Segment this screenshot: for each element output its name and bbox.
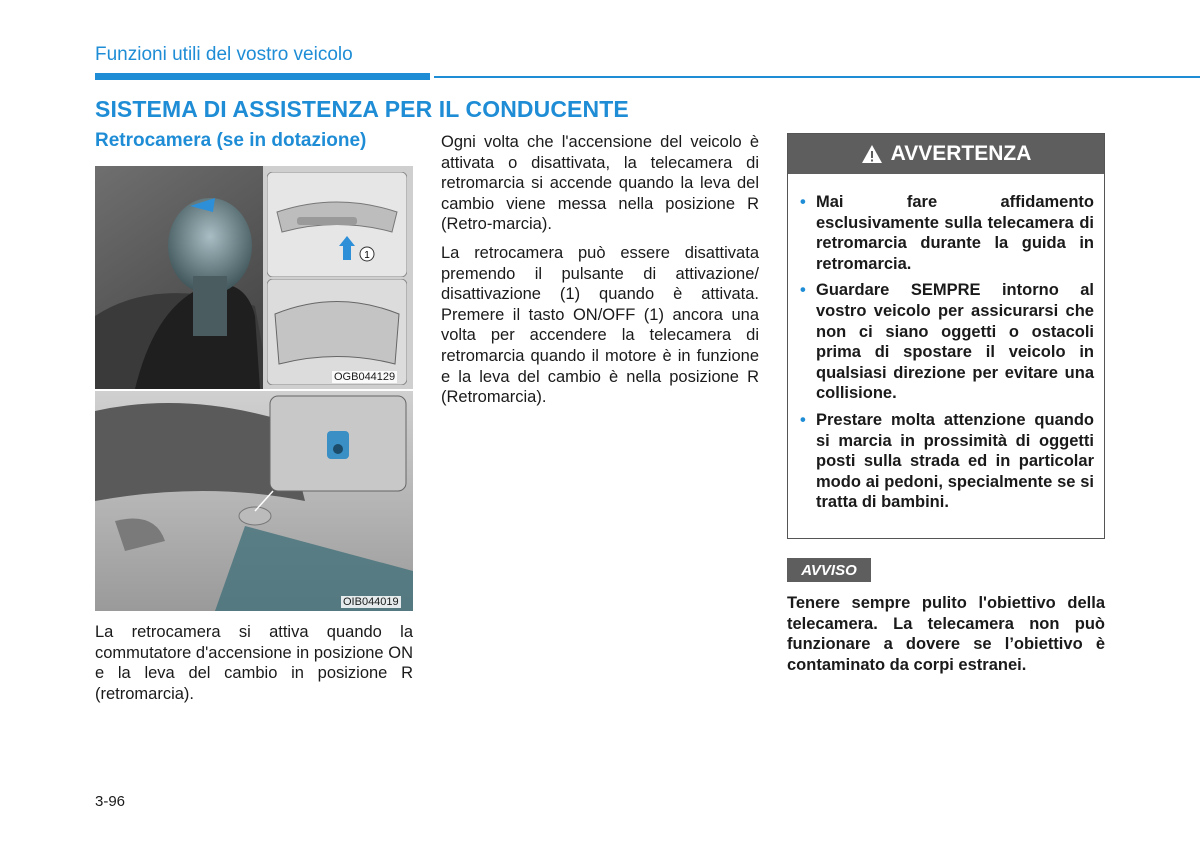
paragraph-activation: Ogni volta che l'accensione del veicolo è attivata o disattivata, la telecamera di retromarcia si accende quando la leva del cambio viene messa nella posizione R (Retro-marcia). xyxy=(441,133,759,234)
header-rule-thin xyxy=(434,76,1200,78)
warning-box xyxy=(787,133,1105,539)
figure-gear-shift-mirror xyxy=(95,166,413,389)
mirror-illustration xyxy=(267,279,407,385)
callout-1: 1 xyxy=(364,250,370,261)
warning-triangle-icon xyxy=(861,144,883,164)
warning-item: • Mai fare affidamento esclusivamente sulla telecamera di retromarcia durante la guida in retromarcia. xyxy=(800,193,1094,273)
chapter-title: Funzioni utili del vostro veicolo xyxy=(95,44,353,65)
figure-rear-camera xyxy=(95,391,413,611)
page-number: 3-96 xyxy=(95,793,126,810)
bullet: • xyxy=(800,193,806,211)
warning-header xyxy=(788,134,1104,174)
section-title: SISTEMA DI ASSISTENZA PER IL CONDUCENTE xyxy=(95,96,629,122)
warning-item: • Guardare SEMPRE intorno al vostro veicolo per assicurarsi che non ci siano oggetti o ostacoli prima di spostare il veicolo in qualsiasi direzione per evitare una collisione. xyxy=(800,281,1094,403)
warning-item: • Prestare molta attenzione quando si marcia in prossimità di oggetti posti sulla strada ed in particolar modo ai pedoni, specialmente se si tratta di bambini. xyxy=(800,410,1094,512)
figure-code: OGB044129 xyxy=(334,371,396,383)
car-rear-illustration xyxy=(95,391,413,611)
bullet: • xyxy=(800,281,806,300)
notice-tag: AVVISO xyxy=(787,558,871,582)
figure-code: OIB044019 xyxy=(343,596,399,608)
header-rule-thick xyxy=(95,73,430,80)
warning-list xyxy=(788,174,1104,513)
middle-column xyxy=(441,132,759,416)
mirror-button-illustration xyxy=(267,172,407,277)
paragraph-deactivation: La retrocamera può essere disattivata premendo il pulsante di attivazione/ disattivazione (1) quando è attivata. Premere il tasto ON/OFF (1) ancora una volta per accendere la telecamera di retromarcia quando il motore è in funzione e la leva del cambio è nella posizione R (Retromarcia). xyxy=(441,243,759,407)
intro-paragraph: La retrocamera si attiva quando la commutatore d'accensione in posizione ON e la leva del cambio in posizione R (retromarcia). xyxy=(95,623,413,703)
warning-title: AVVERTENZA xyxy=(890,142,1032,165)
notice-text: Tenere sempre pulito l'obiettivo della telecamera. La telecamera non può funzionare a dovere se l’obiettivo è contaminato da corpi estranei. xyxy=(787,594,1105,674)
bullet: • xyxy=(800,410,806,429)
subsection-title: Retrocamera (se in dotazione) xyxy=(95,130,367,151)
